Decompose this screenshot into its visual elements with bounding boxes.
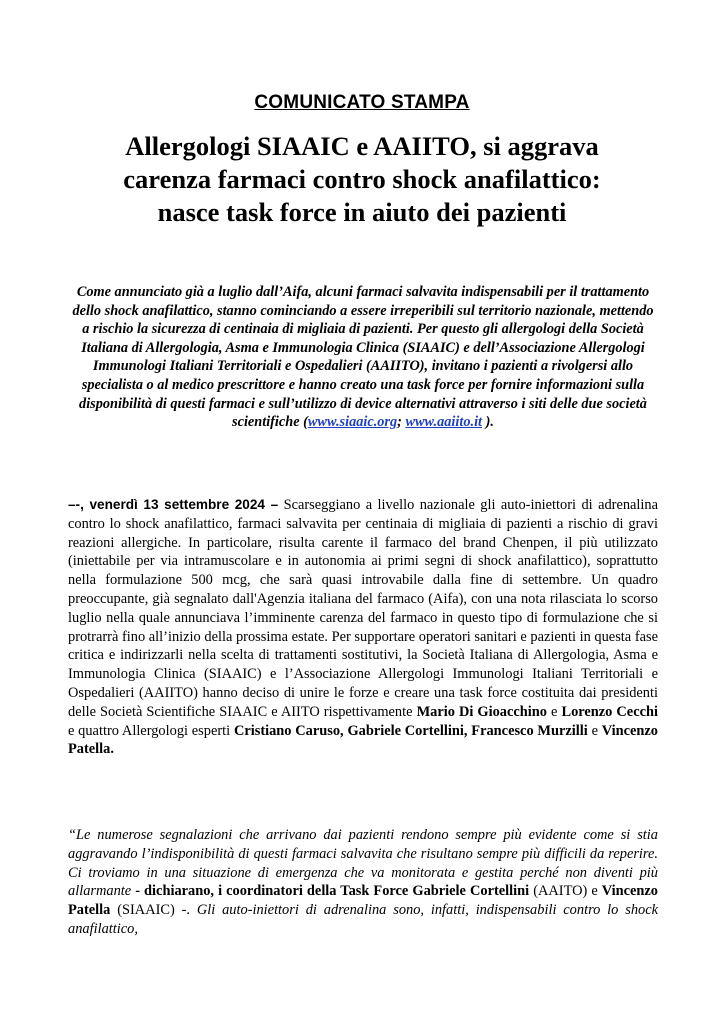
- conjunction-2: e: [587, 722, 602, 739]
- kicker-heading: COMUNICATO STAMPA: [254, 92, 470, 113]
- lede-separator: ;: [397, 414, 406, 431]
- quote-attribution: - dichiarano, i coordinatori della Task Force Gabriele Cortellini: [131, 883, 530, 900]
- body-paragraph-2: [68, 826, 658, 939]
- lede-text: Come annunciato già a luglio dall’Aifa, alcuni farmaci salvavita indispensabili per il trattamento dello shock anafilattico, stanno cominciando a essere irreperibili sul territorio nazionale, mettendo a rischio la sicurezza di centinaia di migliaia di pazienti. Per questo gli allergologi della Società Italiana di Allergologia, Asma e Immunologia Clinica (SIAAIC) e dell’Associazione Allergologi Immunologi Italiani Territoriali e Ospedalieri (AAIITO), invitano i pazienti a rivolgersi allo specialista o al medico prescrittore e hanno creato una task force per fornire informazioni sulla disponibilità di questi farmaci e sull’utilizzo di device alternativi attraverso i siti delle due società scientifiche (: [72, 284, 654, 431]
- siaaic-link[interactable]: www.siaaic.org: [307, 414, 398, 431]
- name-di-gioacchino: Mario Di Gioacchino: [416, 703, 547, 720]
- names-experts: Cristiano Caruso, Gabriele Cortellini, Francesco Murzilli: [233, 722, 588, 739]
- name-patella-quote: Vincenzo Patella: [68, 883, 659, 919]
- dateline: –-, venerdì 13 settembre 2024 –: [68, 497, 279, 512]
- body-paragraph-1: [68, 496, 658, 759]
- headline-line-3: nasce task force in aiuto dei pazienti: [157, 197, 567, 227]
- aaito-affiliation: (AAITO) e: [529, 883, 602, 900]
- lede-paragraph: [68, 283, 658, 432]
- quote-text: “Le numerose segnalazioni che arrivano dai pazienti rendono sempre più evidente come si stia aggravando l’indisponibilità di questi farmaci salvavita che risultano sempre più difficili da reperire. Ci troviamo in una situazione di emergenza che va monitorata e gestita perché non diventi più allarmante: [68, 827, 658, 900]
- headline-line-2: carenza farmaci contro shock anafilattico:: [123, 164, 601, 194]
- aaiito-link[interactable]: www.aaiito.it: [405, 414, 483, 431]
- lede-close: ).: [482, 414, 494, 431]
- headline-line-1: Allergologi SIAAIC e AAIITO, si aggrava: [125, 131, 599, 161]
- siaaic-affiliation: (SIAAIC) -.: [110, 902, 191, 919]
- quote-continuation: Gli auto-iniettori di adrenalina sono, infatti, indispensabili contro lo shock anafilattico,: [68, 902, 658, 937]
- paragraph-1-mid: e quattro Allergologi esperti: [68, 722, 234, 739]
- paragraph-1-text: Scarseggiano a livello nazionale gli auto-iniettori di adrenalina contro lo shock anafilattico, farmaci salvavita per centinaia di migliaia di pazienti a rischio di gravi reazioni allergiche. In particolare, risulta carente il farmaco del brand Chenpen, il più utilizzato (iniettabile per via intramuscolare e in autonomia ai primi segni di shock anafilattico), soprattutto nella formulazione 500 mcg, che sarà quasi introvabile dalla fine di settembre. Un quadro preoccupante, già segnalato dall'Agenzia italiana del farmaco (Aifa), con una nota rilasciata lo scorso luglio nella quale annunciava l’imminente carenza del farmaco in questo tipo di formulazione che si protrarrà fino all’inizio della prossima estate. Per supportare operatori sanitari e pazienti in questa fase critica e indirizzarli nella scelta di trattamenti sostitutivi, la Società Italiana di Allergologia, Asma e Immunologia Clinica (SIAAIC) e l’Associazione Allergologi Immunologi Italiani Territoriali e Ospedalieri (AAIITO) hanno deciso di unire le forze e creare una task force costituita dai presidenti delle Società Scientifiche SIAAIC e AIITO rispettivamente: [68, 497, 658, 720]
- page-title: [60, 130, 664, 229]
- conjunction-1: e: [546, 703, 562, 720]
- name-patella: Vincenzo Patella.: [68, 722, 658, 758]
- name-cecchi: Lorenzo Cecchi: [561, 703, 658, 720]
